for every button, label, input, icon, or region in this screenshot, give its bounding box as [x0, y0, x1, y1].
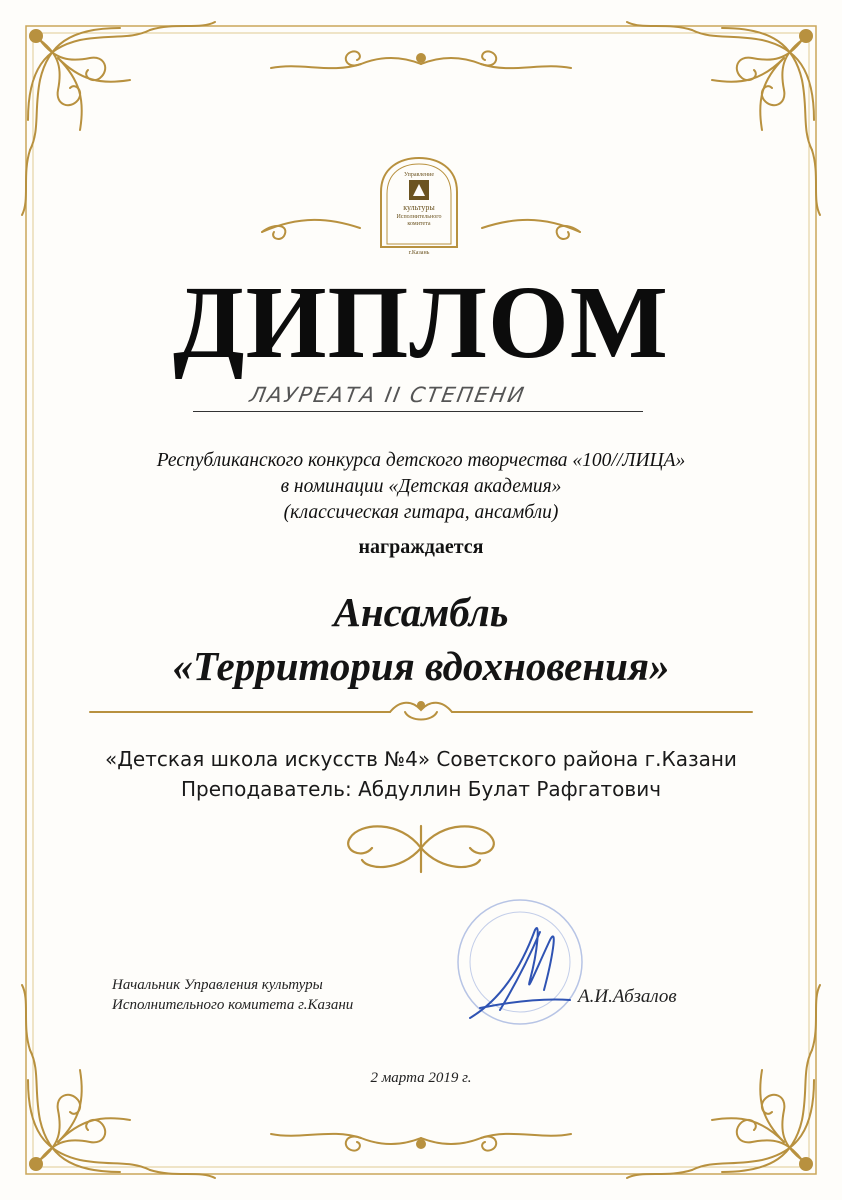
signatory-position [112, 975, 353, 1015]
contest-line-2: в номинации «Детская академия» [280, 476, 562, 497]
contest-line-3: (классическая гитара, ансамбли) [283, 502, 559, 523]
recipient-line-2: «Территория вдохновения» [172, 643, 670, 689]
svg-text:культуры: культуры [403, 203, 435, 212]
recipient-line-1: Ансамбль [333, 589, 509, 635]
school-name: «Детская школа искусств №4» Советского района г.Казани [105, 747, 737, 771]
issue-date: 2 марта 2019 г. [370, 1070, 472, 1086]
svg-text:Исполнительного: Исполнительного [396, 214, 442, 220]
teacher-name: Преподаватель: Абдуллин Булат Рафгатович [180, 777, 662, 801]
signatory-name: А.И.Абзалов [578, 986, 677, 1007]
awarded-label: награждается [358, 536, 484, 558]
degree-handwritten: ЛАУРЕАТА II СТЕПЕНИ [247, 383, 528, 407]
signatory-position-line-1: Начальник Управления культуры [112, 977, 323, 993]
svg-text:г.Казань: г.Казань [408, 250, 430, 256]
svg-text:комитета: комитета [407, 221, 431, 227]
signatory-position-line-2: Исполнительного комитета г.Казани [112, 997, 354, 1013]
contest-line-1: Республиканского конкурса детского творчества «100//ЛИЦА» [156, 450, 686, 471]
diploma-title: ДИПЛОМ [173, 265, 669, 380]
school-info [0, 744, 842, 804]
emblem-logo [371, 152, 467, 260]
signature-stamp [440, 890, 590, 1040]
degree-underline [193, 411, 643, 412]
contest-description [0, 448, 842, 526]
svg-text:Управление: Управление [403, 172, 435, 178]
